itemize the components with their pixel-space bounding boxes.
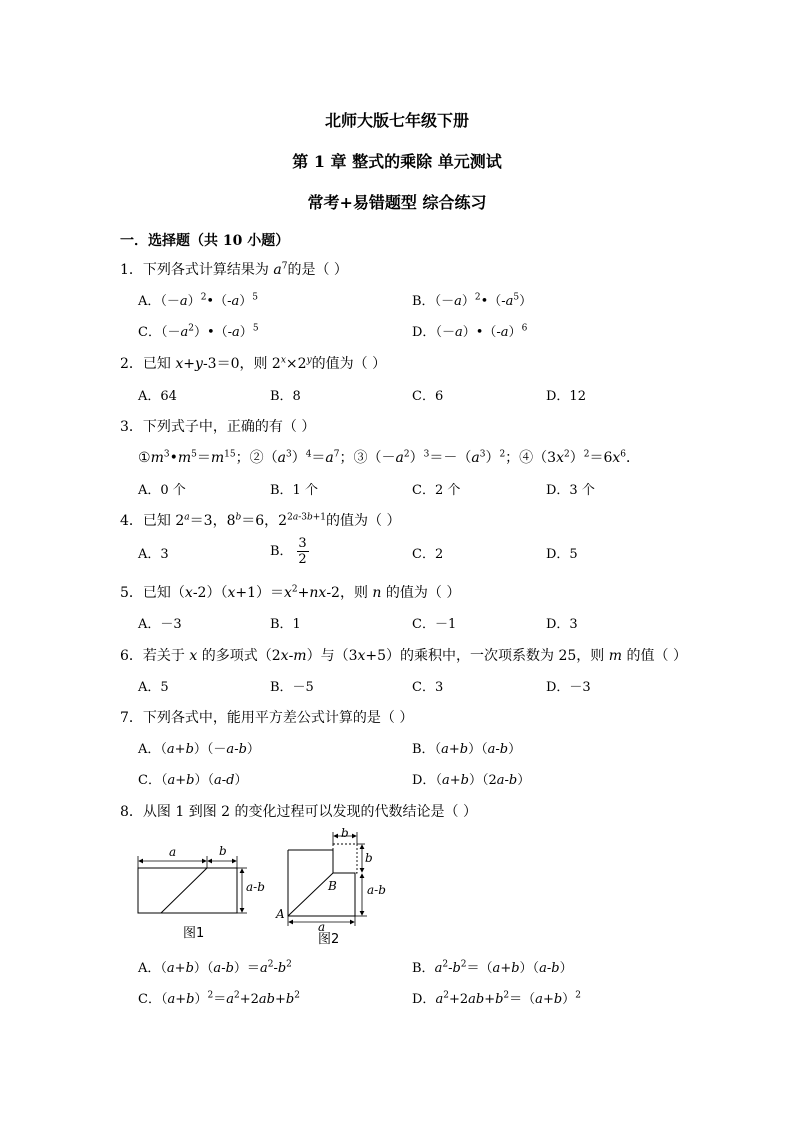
question-8: 8．从图 1 到图 2 的变化过程可以发现的代数结论是（ ） <box>120 804 477 820</box>
q3-statements: $①m^3•m^5=m^{15}$；$②(a^3)^4=a^7$；$③(-a^2)^3=-(a^3)^2$；$④(3x^2)^2=6x^6$． <box>138 449 641 466</box>
fig1-label-amb: a-b <box>246 880 265 894</box>
q8-option-c: C．$(a+b)^2=a^2+2ab+b^2$ <box>138 990 300 1007</box>
q2-option-d: D．12 <box>546 389 586 404</box>
q3-option-c: C．2 个 <box>412 483 461 498</box>
header-subtitle: 常考+易错题型 综合练习 <box>307 193 487 212</box>
figure-2 <box>275 826 386 947</box>
fig2-label-amb: a-b <box>367 883 386 897</box>
q7-option-d: D．（a+b）（2a-b） <box>412 773 531 788</box>
q2-option-b: B．8 <box>270 389 301 404</box>
q8-figures <box>125 826 405 950</box>
q5-option-d: D．3 <box>546 617 578 632</box>
q3-option-d: D．3 个 <box>546 483 595 498</box>
fig1-caption: 图1 <box>183 926 205 941</box>
q3-option-a: A．0 个 <box>138 483 186 498</box>
q4-option-c: C．2 <box>412 547 444 562</box>
fig1-label-a: a <box>169 845 177 859</box>
q3-option-b: B．1 个 <box>270 483 318 498</box>
q6-option-c: C．3 <box>412 680 444 695</box>
q6-option-b: B．－5 <box>270 680 314 695</box>
q8-option-b: B．$a^2-b^2=(a+b)(a-b)$ <box>412 959 573 976</box>
q2-option-c: C．6 <box>412 389 444 404</box>
question-3: 3．下列式子中，正确的有（ ） <box>120 419 316 435</box>
question-2: 2．已知 x+y-3＝0，则 $2^x\times 2^y$的值为（ ） <box>120 355 387 372</box>
fig2-label-b-top: b <box>341 826 349 840</box>
q4-option-b: B． $\frac{3}{2}$ <box>270 536 307 567</box>
q5-option-b: B．1 <box>270 617 301 632</box>
fig2-label-b-side: b <box>365 851 373 865</box>
q6-option-a: A．5 <box>138 680 169 695</box>
q1-option-d: D．$(-a)•(-a)^6$ <box>412 323 528 340</box>
question-4: 4．已知 $2^a=3$，$8^b=6$，$2^{2a-3b+1}$的值为（ ） <box>120 512 401 529</box>
fig2-point-a: A <box>276 907 285 921</box>
header-grade: 北师大版七年级下册 <box>324 111 469 130</box>
q6-option-d: D．－3 <box>546 680 591 695</box>
figure-1 <box>138 844 265 941</box>
q1-option-b: B．$(-a)^2•(-a^5)$ <box>412 292 533 309</box>
q7-option-b: B．（a+b）（a-b） <box>412 742 522 757</box>
question-1: 1．下列各式计算结果为 $a^7$的是（ ） <box>120 261 348 278</box>
q8-option-a: A．$(a+b)(a-b)=a^2-b^2$ <box>138 959 292 976</box>
q1-option-a: A．$(-a)^2•(-a)^5$ <box>138 292 258 309</box>
section-title: 一．选择题（共 10 小题） <box>120 233 290 249</box>
header-chapter: 第 1 章 整式的乘除 单元测试 <box>292 152 502 171</box>
fig1-label-b: b <box>219 844 227 858</box>
fig2-label-a: a <box>318 920 326 934</box>
q1-option-c: C．$(-a^2)•(-a)^5$ <box>138 323 259 340</box>
q4-option-d: D．5 <box>546 547 578 562</box>
q7-option-c: C．（a+b）（a-d） <box>138 773 248 788</box>
question-7: 7．下列各式中，能用平方差公式计算的是（ ） <box>120 710 414 726</box>
fig2-point-b: B <box>328 879 337 893</box>
q7-option-a: A．（a+b）（－a-b） <box>138 742 260 757</box>
fig2-caption: 图2 <box>318 932 340 947</box>
q5-option-c: C．－1 <box>412 617 457 632</box>
q2-option-a: A．64 <box>138 389 177 404</box>
q4-option-a: A．3 <box>138 547 169 562</box>
q8-option-d: D．$a^2+2ab+b^2=(a+b)^2$ <box>412 990 581 1007</box>
q5-option-a: A．－3 <box>138 617 182 632</box>
question-6: 6．若关于 x 的多项式（2x-m）与（3x+5）的乘积中，一次项系数为 25，则 m 的值（ ） <box>120 648 687 664</box>
fraction-three-halves: $\frac{3}{2}$ <box>298 536 307 567</box>
question-5: 5．已知$(x-2)(x+1)=x^2+nx-2$，则 n 的值为（ ） <box>120 584 461 601</box>
